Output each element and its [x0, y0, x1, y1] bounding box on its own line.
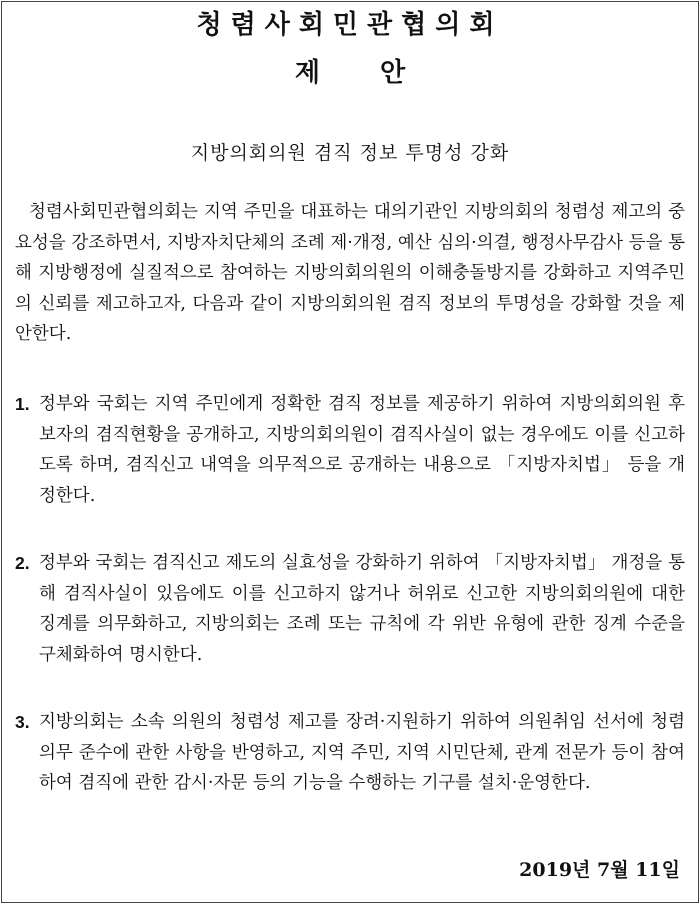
item-text: 정부와 국회는 겸직신고 제도의 실효성을 강화하기 위하여 「지방자치법」 개정을 통해 겸직사실이 있음에도 이를 신고하지 않거나 허위로 신고한 지방의회의원에 대한 징계를 의무화하고, 지방의회는 조례 또는 규칙에 각 위반 유형에 관한 징계 수준을 구체화하여 명시한다.	[39, 553, 685, 665]
document-page	[1, 1, 699, 903]
proposal-subject: 지방의회의원 겸직 정보 투명성 강화	[190, 142, 510, 164]
document-type-title: 제안	[294, 58, 466, 88]
proposal-item-2	[15, 548, 685, 670]
item-number: 2.	[15, 553, 30, 573]
intro-paragraph: 청렴사회민관협의회는 지역 주민을 대표하는 대의기관인 지방의회의 청렴성 제고의 중요성을 강조하면서, 지방자치단체의 조례 제·개정, 예산 심의·의결, 행정사무감사 등을 통해 지방행정에 실질적으로 참여하는 지방의회의원의 이해충돌방지를 강화하고 지역주민의 신뢰를 제고하고자, 다음과 같이 지방의회의원 겸직 정보의 투명성을 강화할 것을 제안한다.	[15, 202, 685, 344]
proposal-item-1	[15, 389, 685, 511]
item-number: 1.	[15, 394, 30, 414]
document-date: 2019년 7월 11일	[519, 859, 680, 881]
item-text: 지방의회는 소속 의원의 청렴성 제고를 장려·지원하기 위하여 의원취임 선서에 청렴의무 준수에 관한 사항을 반영하고, 지역 주민, 지역 시민단체, 관계 전문가 등이 참여하여 겸직에 관한 감시·자문 등의 기능을 수행하는 기구를 설치·운영한다.	[39, 712, 685, 793]
proposal-item-3	[15, 707, 685, 799]
item-number: 3.	[15, 712, 30, 732]
item-text: 정부와 국회는 지역 주민에게 정확한 겸직 정보를 제공하기 위하여 지방의회의원 후보자의 겸직현황을 공개하고, 지방의회의원이 겸직사실이 없는 경우에도 이를 신고하도록 하며, 겸직신고 내역을 의무적으로 공개하는 내용으로 「지방자치법」 등을 개정한다.	[39, 394, 685, 506]
organization-title: 청렴사회민관협의회	[196, 10, 504, 40]
